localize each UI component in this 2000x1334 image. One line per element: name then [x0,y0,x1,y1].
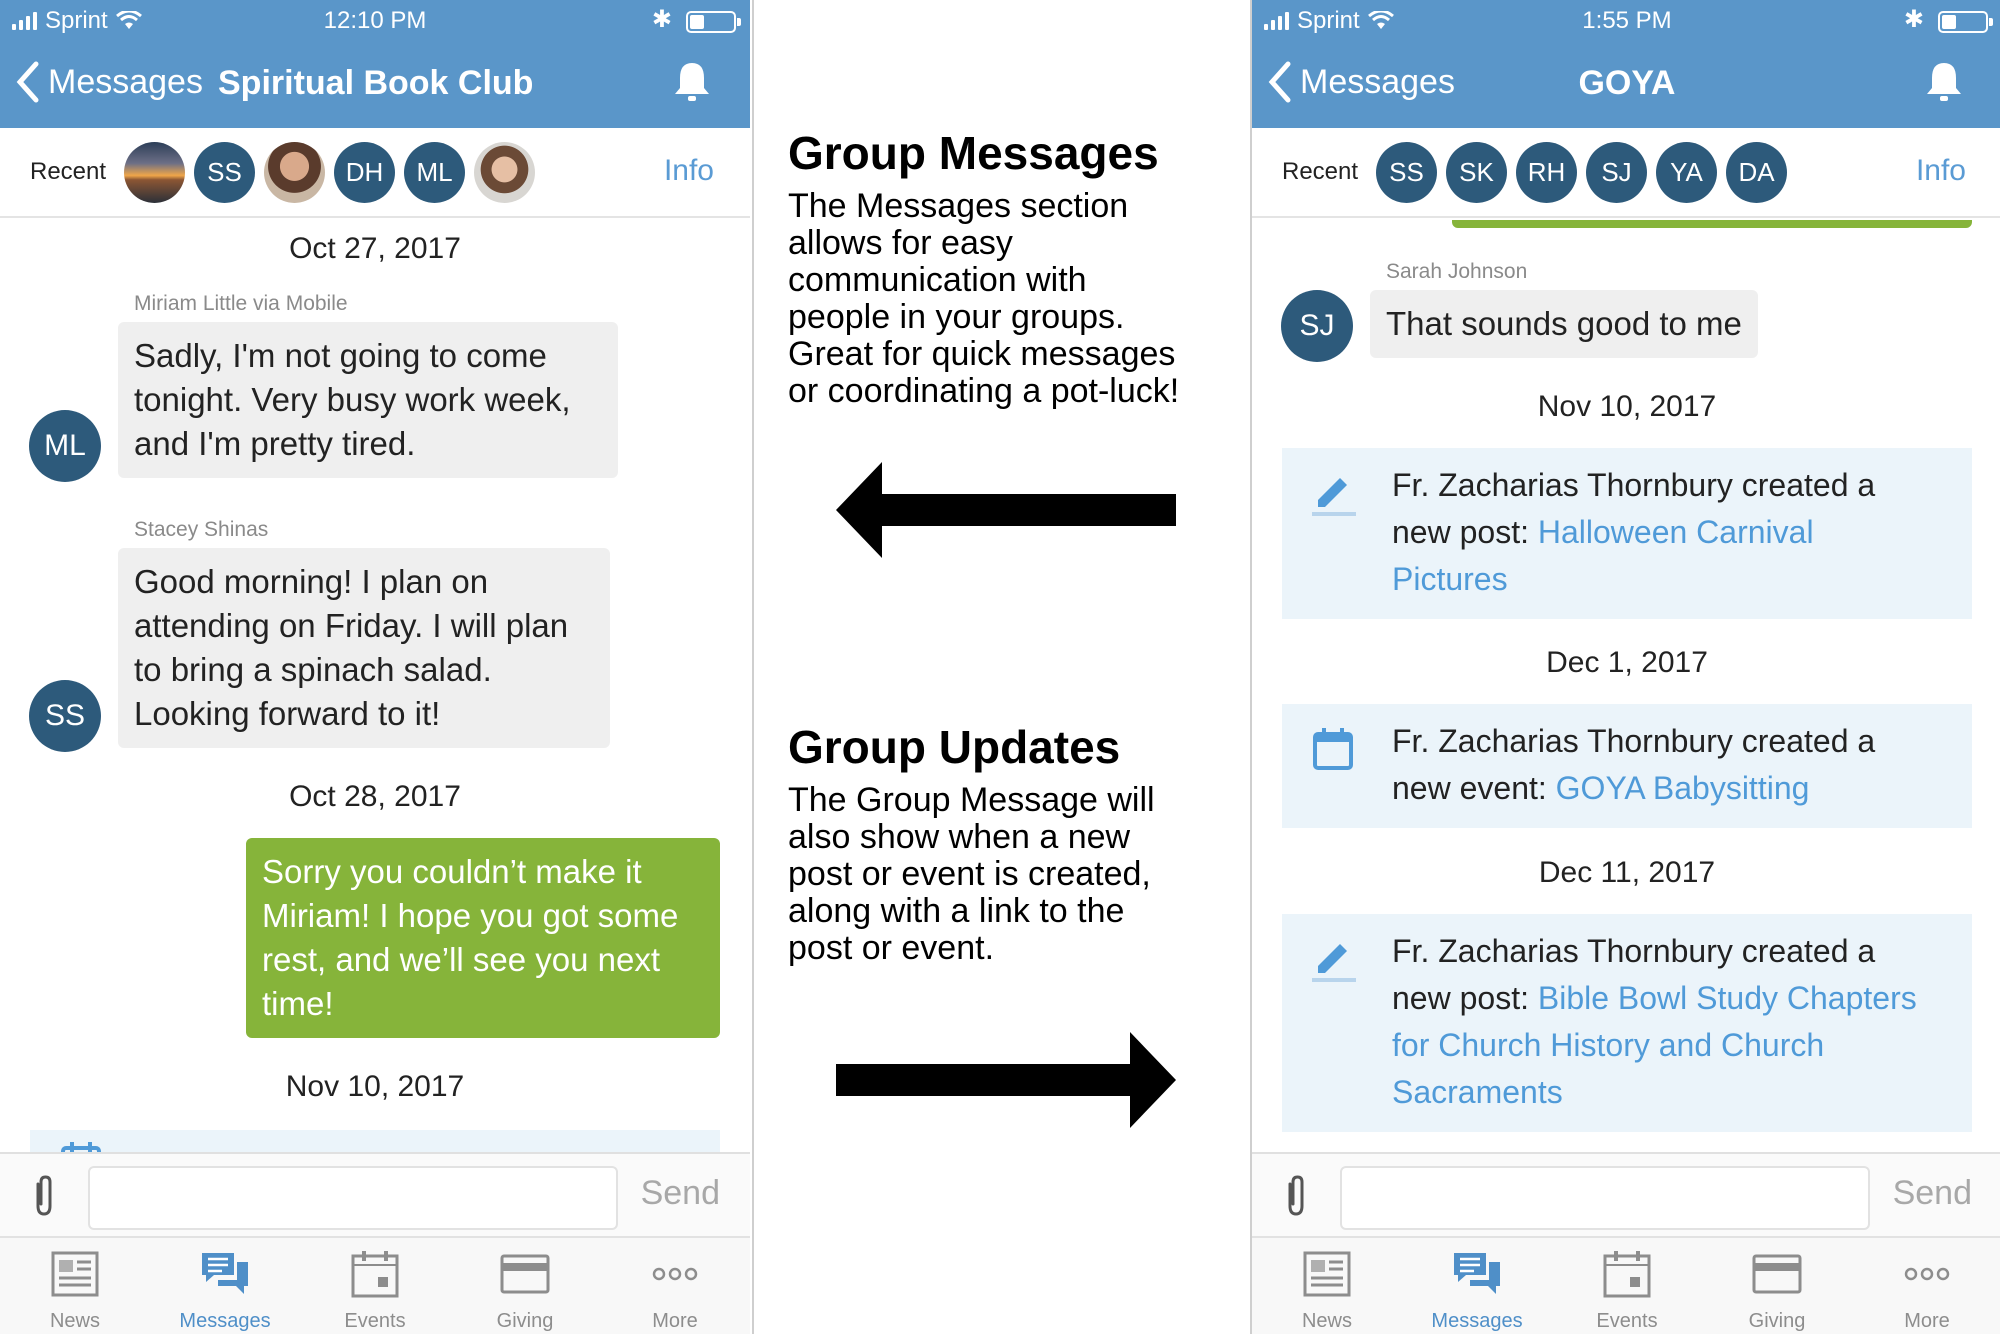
message-line: and I'm pretty tired. [134,425,416,462]
update-text [1392,1022,1972,1069]
previous-message-edge [1452,220,1972,228]
tab-giving[interactable] [450,1238,600,1334]
avatar[interactable]: YA [1656,142,1717,203]
pencil-icon [1310,936,1356,982]
calendar-icon [58,1140,104,1152]
events-icon [349,1248,401,1300]
bluetooth-icon: ✱ [651,6,672,33]
description-line: post or event is created, [788,855,1151,893]
back-chevron-icon [14,60,42,104]
carrier-name: Sprint [45,7,108,34]
my-message-bubble [246,838,720,1038]
date-separator: Oct 28, 2017 [289,780,461,813]
avatar[interactable] [124,142,185,203]
post-link[interactable]: Sacraments [1392,1074,1563,1110]
tab-events[interactable] [300,1238,450,1334]
info-link[interactable]: Info [663,154,714,187]
update-text: Fr. Zacharias Thornbury created a [1392,467,1876,503]
send-button[interactable]: Send [640,1174,720,1212]
messages-icon [199,1248,251,1300]
tab-label: More [652,1310,698,1332]
clock: 1:55 PM [1582,7,1672,34]
update-text [1392,1069,1972,1116]
message-input[interactable] [88,1166,618,1230]
group-messages-heading: Group Messages [788,127,1159,179]
update-text: Fr. Zacharias Thornbury created a [1392,933,1876,969]
news-icon [1301,1248,1353,1300]
sender-name: Stacey Shinas [134,518,269,541]
carrier-name: Sprint [1297,7,1360,34]
giving-icon [1751,1248,1803,1300]
message-line: time! [262,985,334,1022]
header-bar [1252,0,2000,128]
sender-name: Sarah Johnson [1386,260,1528,283]
update-text: Fr. Zacharias Thornbury created a [1392,723,1876,759]
description-line: or coordinating a pot-luck! [788,372,1180,410]
events-icon [1601,1248,1653,1300]
tab-messages[interactable] [1402,1238,1552,1334]
update-prefix: new post: [1392,980,1538,1016]
status-bar [0,0,750,42]
group-messages-description [788,188,1238,410]
message-line: Good morning! I plan on [134,563,489,600]
message-line: tonight. Very busy work week, [134,381,571,418]
tab-news[interactable] [0,1238,150,1334]
tab-label: Giving [1748,1310,1806,1332]
tab-giving[interactable] [1702,1238,1852,1334]
description-line: along with a link to the [788,892,1125,930]
group-title: GOYA [1578,64,1676,102]
bell-icon[interactable] [672,60,712,104]
description-line: The Messages section [788,187,1129,225]
avatar[interactable]: DA [1726,142,1787,203]
pencil-icon [1310,470,1356,516]
paperclip-icon[interactable] [28,1174,60,1218]
navigation-row [0,50,750,120]
avatar[interactable]: SS [194,142,255,203]
bluetooth-icon: ✱ [1903,6,1924,33]
message-bubble: That sounds good to me [1370,290,1758,358]
date-separator: Dec 1, 2017 [1546,646,1708,679]
back-label: Messages [1300,62,1455,101]
message-thread[interactable] [1252,220,2000,1152]
left-arrow [836,460,1176,560]
avatar[interactable] [474,142,535,203]
update-prefix: new post: [1392,514,1538,550]
avatar[interactable]: DH [334,142,395,203]
send-button[interactable]: Send [1892,1174,1972,1212]
description-line: post or event. [788,929,995,967]
right-arrow [836,1030,1176,1130]
avatar[interactable]: SK [1446,142,1507,203]
date-separator: Oct 27, 2017 [289,232,461,265]
update-card[interactable] [1282,704,1972,828]
date-separator: Nov 10, 2017 [1537,390,1717,423]
group-updates-description [788,782,1238,967]
post-link[interactable]: Bible Bowl Study Chapters [1537,980,1917,1016]
battery-icon [1938,11,1988,33]
avatar[interactable]: ML [404,142,465,203]
update-prefix: new event: [1392,770,1556,806]
description-line: communication with [788,261,1087,299]
date-separator: Dec 11, 2017 [1538,856,1716,889]
description-line: also show when a new [788,818,1131,856]
description-line: The Group Message will [788,781,1155,819]
battery-icon [686,11,736,33]
description-line: allows for easy [788,224,1013,262]
paperclip-icon[interactable] [1280,1174,1312,1218]
tab-label: Messages [1431,1310,1523,1332]
update-text [1392,975,1972,1022]
message-line: Sadly, I'm not going to come [134,337,547,374]
tab-label: Giving [496,1310,554,1332]
explanation-panel [752,0,1248,1334]
more-icon [649,1248,701,1300]
update-text [1392,556,1972,603]
status-bar [1252,0,2000,42]
avatar[interactable]: ML [29,410,101,482]
sender-name: Miriam Little via Mobile [134,292,348,315]
tab-label: News [1301,1310,1352,1332]
message-line: rest, and we’ll see you next [262,941,661,978]
update-card[interactable] [1282,914,1972,1132]
description-line: people in your groups. [788,298,1125,336]
update-card[interactable] [1282,448,1972,619]
avatar[interactable] [264,142,325,203]
message-bubble [118,322,618,478]
messages-icon [1451,1248,1503,1300]
message-input[interactable] [1340,1166,1870,1230]
message-line: attending on Friday. I will plan [134,607,569,644]
back-button[interactable] [14,60,203,104]
message-line: Sorry you couldn’t make it [262,853,642,890]
update-card [30,1130,720,1152]
event-link[interactable]: GOYA Babysitting [1555,770,1810,806]
post-link[interactable]: Pictures [1392,561,1508,597]
tab-more[interactable] [600,1238,750,1334]
group-updates-heading: Group Updates [788,721,1121,773]
avatar[interactable]: SS [29,680,101,752]
news-icon [49,1248,101,1300]
giving-icon [499,1248,551,1300]
tab-messages[interactable] [150,1238,300,1334]
tab-label: Messages [179,1310,271,1332]
info-link[interactable]: Info [1915,154,1966,187]
message-line: to bring a spinach salad. [134,651,492,688]
update-text [1392,509,1972,556]
tab-label: Events [1596,1310,1658,1332]
recent-avatars [124,142,535,203]
avatar[interactable]: SS [1376,142,1437,203]
tab-events[interactable] [1552,1238,1702,1334]
message-composer [0,1152,750,1236]
message-line: Miriam! I hope you got some [262,897,679,934]
recent-members-bar [0,128,750,218]
back-label: Messages [48,62,203,101]
tab-bar [1252,1236,2000,1334]
message-thread[interactable] [0,220,750,1152]
message-composer [1252,1152,2000,1236]
description-line: Great for quick messages [788,335,1176,373]
recent-label: Recent [30,158,107,185]
left-phone-screen [0,0,750,1334]
tab-news[interactable] [1252,1238,1402,1334]
recent-avatars [1376,142,1787,203]
tab-label: More [1904,1310,1950,1332]
tab-label: News [49,1310,100,1332]
header-bar [0,0,750,128]
message-bubble [118,548,610,748]
avatar[interactable]: SJ [1281,290,1353,362]
calendar-icon [1310,726,1356,772]
avatar[interactable]: SJ [1586,142,1647,203]
post-link[interactable]: Halloween Carnival [1537,514,1814,550]
clock: 12:10 PM [323,7,427,34]
recent-members-bar [1252,128,2000,218]
navigation-row [1252,50,2000,120]
bell-icon[interactable] [1924,60,1964,104]
tab-label: Events [344,1310,406,1332]
right-phone-screen [1250,0,2000,1334]
tab-more[interactable] [1852,1238,2000,1334]
more-icon [1901,1248,1953,1300]
post-link[interactable]: for Church History and Church [1392,1027,1825,1063]
recent-label: Recent [1282,158,1359,185]
update-text [1392,765,1972,812]
message-line: Looking forward to it! [134,695,441,732]
date-separator: Nov 10, 2017 [285,1070,465,1103]
tab-bar [0,1236,750,1334]
group-title: Spiritual Book Club [218,64,534,102]
avatar[interactable]: RH [1516,142,1577,203]
